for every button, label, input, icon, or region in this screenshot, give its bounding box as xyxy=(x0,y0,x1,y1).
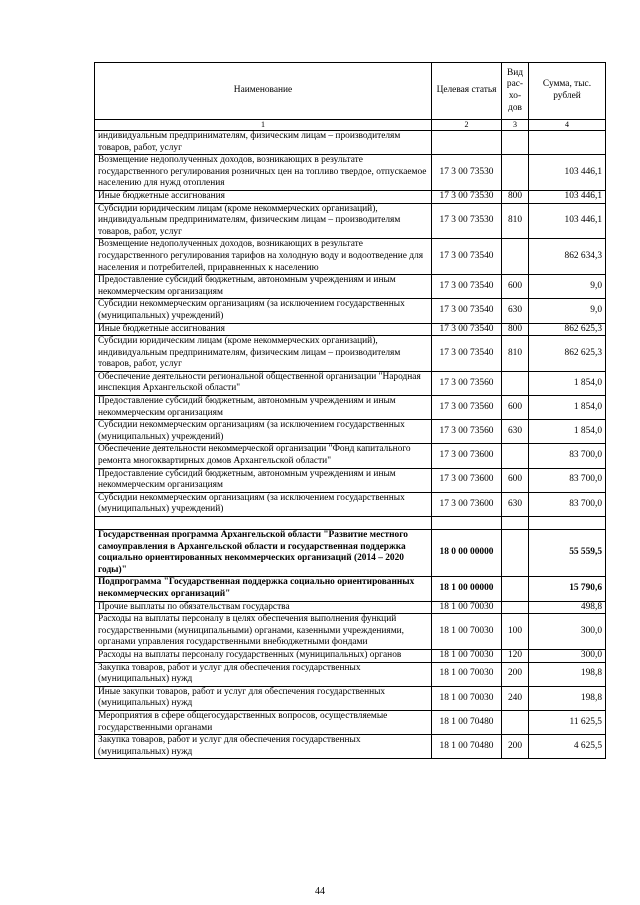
row-expense-type: 200 xyxy=(502,662,529,686)
column-number: 4 xyxy=(529,120,606,131)
row-sum: 83 700,0 xyxy=(529,468,606,492)
row-target-article: 18 1 00 70030 xyxy=(432,686,502,710)
row-name: Иные бюджетные ассигнования xyxy=(95,323,432,336)
row-sum: 862 625,3 xyxy=(529,323,606,336)
row-sum: 198,8 xyxy=(529,662,606,686)
row-name: Возмещение недополученных доходов, возникающих в результате государственного регулирования тарифов на холодную воду и водоотведение для населения и потребителей, приравненных к населению xyxy=(95,239,432,275)
row-expense-type xyxy=(502,710,529,734)
row-target-article xyxy=(432,517,502,530)
row-target-article: 17 3 00 73540 xyxy=(432,239,502,275)
table-row xyxy=(95,131,606,155)
table-row xyxy=(95,601,606,614)
header-name: Наименование xyxy=(95,63,432,120)
row-expense-type xyxy=(502,577,529,601)
row-target-article: 17 3 00 73530 xyxy=(432,203,502,239)
row-expense-type xyxy=(502,601,529,614)
row-expense-type xyxy=(502,444,529,468)
row-target-article: 17 3 00 73540 xyxy=(432,323,502,336)
row-name: Иные бюджетные ассигнования xyxy=(95,190,432,203)
table-row xyxy=(95,444,606,468)
column-number: 2 xyxy=(432,120,502,131)
row-sum: 862 634,3 xyxy=(529,239,606,275)
row-name: Мероприятия в сфере общегосударственных вопросов, осуществляемые государственными органами xyxy=(95,710,432,734)
row-expense-type: 800 xyxy=(502,190,529,203)
table-row xyxy=(95,662,606,686)
row-expense-type: 800 xyxy=(502,323,529,336)
row-sum: 103 446,1 xyxy=(529,155,606,191)
row-expense-type: 600 xyxy=(502,468,529,492)
row-expense-type xyxy=(502,131,529,155)
table-row xyxy=(95,336,606,372)
row-name: Иные закупки товаров, работ и услуг для обеспечения государственных (муниципальных) нужд xyxy=(95,686,432,710)
table-row xyxy=(95,420,606,444)
row-expense-type: 810 xyxy=(502,336,529,372)
column-number: 1 xyxy=(95,120,432,131)
row-sum: 1 854,0 xyxy=(529,396,606,420)
row-name: Закупка товаров, работ и услуг для обеспечения государственных (муниципальных) нужд xyxy=(95,735,432,759)
row-target-article: 18 1 00 70030 xyxy=(432,662,502,686)
table-row xyxy=(95,577,606,601)
row-name: Обеспечение деятельности региональной общественной организации "Народная инспекция Архангельской области" xyxy=(95,371,432,395)
row-name: Предоставление субсидий бюджетным, автономным учреждениям и иным некоммерческим организациям xyxy=(95,468,432,492)
row-target-article: 17 3 00 73560 xyxy=(432,396,502,420)
row-target-article: 17 3 00 73530 xyxy=(432,155,502,191)
row-target-article: 18 1 00 70030 xyxy=(432,601,502,614)
row-name: Расходы на выплаты персоналу в целях обеспечения выполнения функций государственными (муниципальными) органами, казенными учреждениями, органами управления государственными внебюджетными фондами xyxy=(95,614,432,650)
table-row xyxy=(95,190,606,203)
row-sum: 15 790,6 xyxy=(529,577,606,601)
row-target-article: 17 3 00 73560 xyxy=(432,420,502,444)
row-sum: 83 700,0 xyxy=(529,492,606,516)
row-expense-type xyxy=(502,239,529,275)
row-sum: 83 700,0 xyxy=(529,444,606,468)
row-name: Подпрограмма "Государственная поддержка социально ориентированных некоммерческих организаций" xyxy=(95,577,432,601)
table-row xyxy=(95,710,606,734)
table-row xyxy=(95,686,606,710)
row-target-article: 17 3 00 73540 xyxy=(432,336,502,372)
row-sum: 300,0 xyxy=(529,649,606,662)
row-expense-type: 630 xyxy=(502,299,529,323)
row-target-article: 17 3 00 73540 xyxy=(432,275,502,299)
table-row xyxy=(95,468,606,492)
row-target-article: 18 1 00 70030 xyxy=(432,649,502,662)
table-row xyxy=(95,275,606,299)
table-row xyxy=(95,649,606,662)
row-sum: 862 625,3 xyxy=(529,336,606,372)
row-sum: 103 446,1 xyxy=(529,203,606,239)
row-sum xyxy=(529,131,606,155)
table-row xyxy=(95,492,606,516)
row-expense-type: 240 xyxy=(502,686,529,710)
row-target-article: 17 3 00 73540 xyxy=(432,299,502,323)
table-row xyxy=(95,371,606,395)
table-row xyxy=(95,323,606,336)
row-target-article: 17 3 00 73600 xyxy=(432,444,502,468)
row-expense-type xyxy=(502,371,529,395)
table-row xyxy=(95,239,606,275)
row-sum: 1 854,0 xyxy=(529,420,606,444)
table-row xyxy=(95,396,606,420)
table-row xyxy=(95,735,606,759)
row-name: Закупка товаров, работ и услуг для обеспечения государственных (муниципальных) нужд xyxy=(95,662,432,686)
budget-table xyxy=(94,62,606,759)
table-row xyxy=(95,614,606,650)
row-name: Субсидии некоммерческим организациям (за исключением государственных (муниципальных) учреждений) xyxy=(95,299,432,323)
row-target-article: 18 0 00 00000 xyxy=(432,530,502,577)
row-expense-type: 200 xyxy=(502,735,529,759)
row-expense-type: 120 xyxy=(502,649,529,662)
row-name: Субсидии юридическим лицам (кроме некоммерческих организаций), индивидуальным предпринимателям, физическим лицам – производителям товаров, работ, услуг xyxy=(95,336,432,372)
row-sum: 300,0 xyxy=(529,614,606,650)
table-body xyxy=(95,131,606,759)
table-row xyxy=(95,155,606,191)
row-sum: 9,0 xyxy=(529,299,606,323)
row-sum: 103 446,1 xyxy=(529,190,606,203)
row-target-article: 17 3 00 73560 xyxy=(432,371,502,395)
row-target-article: 18 1 00 70480 xyxy=(432,735,502,759)
row-expense-type: 630 xyxy=(502,492,529,516)
row-name: Субсидии некоммерческим организациям (за исключением государственных (муниципальных) учреждений) xyxy=(95,420,432,444)
row-sum: 11 625,5 xyxy=(529,710,606,734)
row-name: Государственная программа Архангельской области "Развитие местного самоуправления в Архангельской области и государственная поддержка социально ориентированных некоммерческих организаций (2014 – 2020 годы)" xyxy=(95,530,432,577)
row-sum: 9,0 xyxy=(529,275,606,299)
row-sum: 55 559,5 xyxy=(529,530,606,577)
row-name: Субсидии юридическим лицам (кроме некоммерческих организаций), индивидуальным предпринимателям, физическим лицам – производителям товаров, работ, услуг xyxy=(95,203,432,239)
header-target-article: Целевая статья xyxy=(432,63,502,120)
row-target-article: 17 3 00 73530 xyxy=(432,190,502,203)
spacer-row xyxy=(95,517,606,530)
row-expense-type xyxy=(502,530,529,577)
row-target-article xyxy=(432,131,502,155)
page-number: 44 xyxy=(315,886,325,897)
row-expense-type xyxy=(502,517,529,530)
row-target-article: 18 1 00 70480 xyxy=(432,710,502,734)
row-sum: 4 625,5 xyxy=(529,735,606,759)
row-target-article: 18 1 00 70030 xyxy=(432,614,502,650)
row-sum xyxy=(529,517,606,530)
row-expense-type xyxy=(502,155,529,191)
row-name: Предоставление субсидий бюджетным, автономным учреждениям и иным некоммерческим организациям xyxy=(95,396,432,420)
row-sum: 198,8 xyxy=(529,686,606,710)
row-target-article: 17 3 00 73600 xyxy=(432,492,502,516)
row-name: Прочие выплаты по обязательствам государства xyxy=(95,601,432,614)
row-expense-type: 600 xyxy=(502,396,529,420)
header-sum: Сумма, тыс. рублей xyxy=(529,63,606,120)
table-row xyxy=(95,530,606,577)
column-number: 3 xyxy=(502,120,529,131)
row-name xyxy=(95,517,432,530)
row-target-article: 18 1 00 00000 xyxy=(432,577,502,601)
row-expense-type: 630 xyxy=(502,420,529,444)
row-target-article: 17 3 00 73600 xyxy=(432,468,502,492)
row-expense-type: 810 xyxy=(502,203,529,239)
row-name: Возмещение недополученных доходов, возникающих в результате государственного регулирования розничных цен на топливо твердое, отпускаемое населению для нужд отопления xyxy=(95,155,432,191)
column-number-row xyxy=(95,120,606,131)
row-sum: 498,8 xyxy=(529,601,606,614)
row-sum: 1 854,0 xyxy=(529,371,606,395)
row-name: Расходы на выплаты персоналу государственных (муниципальных) органов xyxy=(95,649,432,662)
header-expense-type: Вид рас-хо-дов xyxy=(502,63,529,120)
header-row xyxy=(95,63,606,120)
row-name: Субсидии некоммерческим организациям (за исключением государственных (муниципальных) учреждений) xyxy=(95,492,432,516)
table-row xyxy=(95,299,606,323)
row-name: Обеспечение деятельности некоммерческой организации "Фонд капитального ремонта многоквартирных домов Архангельской области" xyxy=(95,444,432,468)
row-name: Предоставление субсидий бюджетным, автономным учреждениям и иным некоммерческим организациям xyxy=(95,275,432,299)
table-row xyxy=(95,203,606,239)
row-name: индивидуальным предпринимателям, физическим лицам – производителям товаров, работ, услуг xyxy=(95,131,432,155)
row-expense-type: 600 xyxy=(502,275,529,299)
row-expense-type: 100 xyxy=(502,614,529,650)
